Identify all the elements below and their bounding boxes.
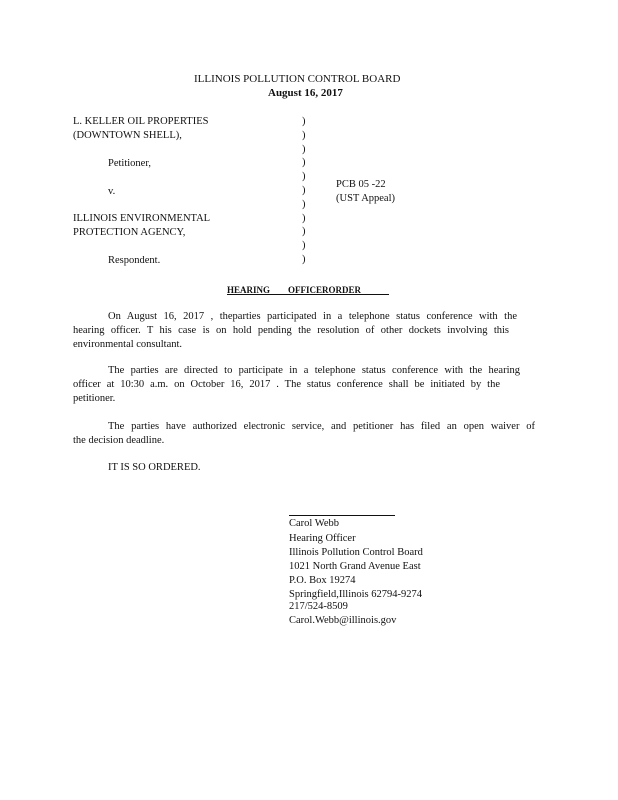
paren: ) (302, 143, 306, 155)
paren: ) (302, 212, 306, 224)
case-number: PCB 05 -22 (336, 179, 386, 190)
respondent-label: Respondent. (108, 255, 161, 266)
petitioner-name-line2: (DOWNTOWN SHELL), (73, 130, 182, 141)
petitioner-label: Petitioner, (108, 158, 152, 169)
petitioner-name-line1: L. KELLER OIL PROPERTIES (73, 116, 209, 127)
paren: ) (302, 157, 306, 169)
paren: ) (302, 253, 306, 265)
signer-title: Hearing Officer (289, 533, 356, 544)
so-ordered: IT IS SO ORDERED. (108, 462, 201, 473)
versus: v. (108, 186, 116, 197)
paragraph-1-line3: environmental consultant. (73, 339, 183, 350)
signer-organization: Illinois Pollution Control Board (289, 547, 423, 558)
signer-phone: 217/524-8509 (289, 601, 348, 612)
signer-street: 1021 North Grand Avenue East (289, 561, 421, 572)
board-name: ILLINOIS POLLUTION CONTROL BOARD (194, 73, 401, 85)
respondent-name-line2: PROTECTION AGENCY, (73, 227, 186, 238)
title-word-officer-order: OFFICERORDER (288, 285, 362, 295)
paren: ) (302, 116, 306, 127)
paragraph-2-line2: officer at 10:30 a.m. on October 16, 2017 . The status conference shall be initiated by the (73, 379, 500, 390)
paragraph-2-line3: petitioner. (73, 393, 116, 404)
title-word-hearing: HEARING (227, 285, 271, 295)
signer-city: Springfield,Illinois 62794-9274 (289, 589, 422, 600)
paragraph-1-line1: On August 16, 2017 , theparties participated in a telephone status conference with the (108, 311, 517, 322)
paren: ) (302, 240, 306, 252)
signature-line (289, 515, 395, 516)
order-date: August 16, 2017 (268, 87, 343, 99)
paren: ) (302, 129, 306, 141)
paren: ) (302, 171, 306, 183)
case-type: (UST Appeal) (336, 193, 396, 204)
caption-parentheses (302, 115, 306, 267)
signer-email: Carol.Webb@illinois.gov (289, 615, 397, 626)
paren: ) (302, 198, 306, 210)
paragraph-2-line1: The parties are directed to participate in a telephone status conference with the hearing (108, 365, 520, 376)
respondent-name-line1: ILLINOIS ENVIRONMENTAL (73, 213, 211, 224)
paren: ) (302, 184, 306, 196)
title-underline (227, 294, 389, 295)
signer-name: Carol Webb (289, 518, 339, 529)
paragraph-1-line2: hearing officer. T his case is on hold pending the resolution of other dockets involving this (73, 325, 509, 336)
paren: ) (302, 226, 306, 238)
signer-po-box: P.O. Box 19274 (289, 575, 356, 586)
paragraph-3-line1: The parties have authorized electronic service, and petitioner has filed an open waiver of (108, 421, 535, 432)
paragraph-3-line2: the decision deadline. (73, 435, 165, 446)
